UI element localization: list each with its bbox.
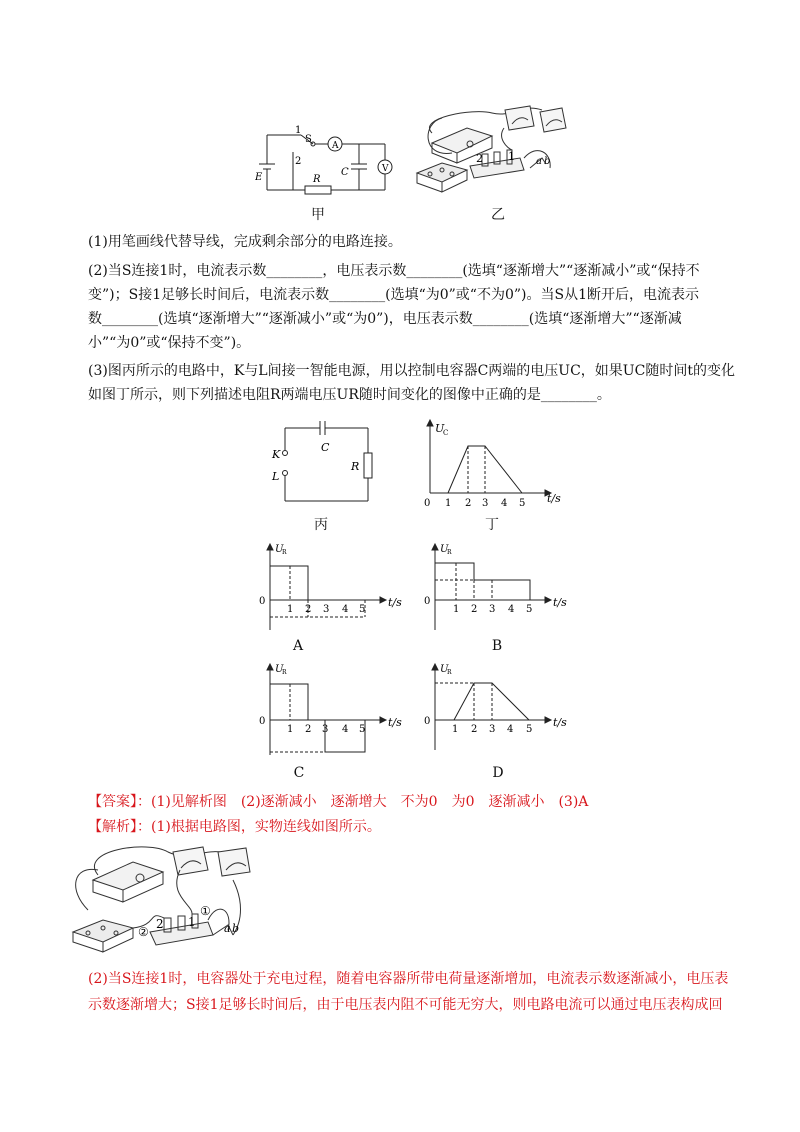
ding-tick-1: 1 <box>445 498 452 509</box>
option-a-y-label: U <box>275 544 284 555</box>
bing-label-k: K <box>272 448 281 461</box>
option-c-y-label: U <box>275 664 284 675</box>
answer-wiring-figure <box>68 840 278 960</box>
question-2-line-4: 小”“为0”或“保持不变”)。 <box>88 335 251 351</box>
option-d-tick-2: 2 <box>471 724 478 735</box>
jia-label-s: S <box>305 134 312 145</box>
question-2-line-2: 变”)；S接1足够长时间后，电流表示数________(选填“为0”或“不为0”)。当S从1断开后，电流表示 <box>88 287 699 303</box>
caption-bing: 丙 <box>314 517 328 533</box>
option-b-x-label: t/s <box>553 596 567 609</box>
option-d-tick-5: 5 <box>526 724 533 735</box>
bing-label-r: R <box>351 460 360 473</box>
option-c-tick-4: 4 <box>342 724 349 735</box>
option-c-tick-2: 2 <box>305 724 312 735</box>
option-b-y-sub: R <box>447 549 452 556</box>
ding-tick-2: 2 <box>465 498 472 509</box>
option-c-origin: 0 <box>259 716 266 727</box>
option-d-origin: 0 <box>424 716 431 727</box>
apparatus-yi-figure <box>412 98 572 203</box>
option-d-y-sub: R <box>447 669 452 676</box>
option-a-graph <box>255 540 415 632</box>
option-a-x-label: t/s <box>388 596 402 609</box>
circuit-jia-figure <box>255 122 405 204</box>
yi-label-1: 1 <box>508 150 515 163</box>
option-a-tick-2: 2 <box>305 604 312 615</box>
option-a-y-sub: R <box>282 549 287 556</box>
option-c-label: C <box>293 765 305 781</box>
ding-y-label: U <box>435 422 445 435</box>
yi-label-a: a <box>536 156 542 167</box>
option-b-tick-2: 2 <box>471 604 478 615</box>
caption-ding: 丁 <box>485 517 499 533</box>
caption-jia: 甲 <box>311 207 325 223</box>
ding-tick-3: 3 <box>482 498 489 509</box>
option-c-graph <box>255 660 415 760</box>
option-a-origin: 0 <box>259 596 266 607</box>
analysis-continuation-line-2: 示数逐渐增大；S接1足够长时间后，由于电压表内阻不可能无穷大，则电路电流可以通过电压表构成回 <box>88 997 723 1013</box>
option-d-y-label: U <box>440 664 449 675</box>
yi-label-2: 2 <box>476 152 483 165</box>
analysis-continuation-line-1: (2)当S连接1时，电容器处于充电过程，随着电容器所带电荷量逐渐增加，电流表示数逐渐减小，电压表 <box>88 971 729 987</box>
option-c-tick-5: 5 <box>359 724 366 735</box>
question-2-line-3: 数________(选填“逐渐增大”“逐渐减小”或“为0”)，电压表示数________(选填“逐渐增大”“逐渐减 <box>88 311 682 327</box>
bing-label-c: C <box>321 441 330 454</box>
yi-label-b: b <box>544 156 551 167</box>
ding-tick-5: 5 <box>519 498 526 509</box>
option-c-tick-1: 1 <box>287 724 294 735</box>
ding-y-sub: C <box>443 429 449 437</box>
bing-label-l: L <box>272 470 280 483</box>
option-b-label: B <box>491 638 503 654</box>
ding-x-label: t/s <box>547 492 561 505</box>
graph-ding-figure <box>415 418 575 518</box>
answer-fig-circ-2: ② <box>138 925 149 939</box>
option-b-y-label: U <box>440 544 449 555</box>
question-2-line-1: (2)当S连接1时，电流表示数________，电压表示数________(选填“逐渐增大”“逐渐减小”或“保持不 <box>88 263 700 279</box>
option-a-tick-1: 1 <box>287 604 294 615</box>
option-a-tick-4: 4 <box>342 604 349 615</box>
answer-fig-circ-1: ① <box>200 904 211 918</box>
analysis-line: 【解析】：(1)根据电路图，实物连线如图所示。 <box>88 819 381 835</box>
jia-label-v: V <box>382 164 389 174</box>
option-b-tick-4: 4 <box>508 604 515 615</box>
question-3-line-1: (3)图丙所示的电路中，K与L间接一智能电源，用以控制电容器C两端的电压UC，如果UC随时间t的变化 <box>88 363 735 379</box>
option-a-label: A <box>292 638 304 654</box>
option-a-tick-5: 5 <box>359 604 366 615</box>
option-b-origin: 0 <box>424 596 431 607</box>
jia-label-a: A <box>332 141 339 151</box>
answer-fig-label-1: 1 <box>188 915 196 929</box>
answer-fig-label-2: 2 <box>156 917 164 931</box>
jia-label-c: C <box>341 167 349 178</box>
jia-label-r: R <box>313 174 321 185</box>
jia-label-2: 2 <box>295 156 302 167</box>
ding-tick-4: 4 <box>501 498 508 509</box>
jia-label-1: 1 <box>295 125 302 136</box>
ding-origin: 0 <box>424 498 431 509</box>
jia-label-e: E <box>255 172 263 183</box>
answer-line: 【答案】：(1)见解析图 (2)逐渐减小 逐渐增大 不为0 为0 逐渐减小 (3)A <box>88 794 589 810</box>
option-d-label: D <box>492 765 504 781</box>
option-a-tick-3: 3 <box>323 604 330 615</box>
option-b-graph <box>420 540 580 632</box>
caption-yi: 乙 <box>491 207 505 223</box>
option-d-tick-4: 4 <box>507 724 514 735</box>
answer-fig-label-a: a <box>224 922 231 935</box>
option-d-tick-1: 1 <box>452 724 459 735</box>
question-1: (1)用笔画线代替导线，完成剩余部分的电路连接。 <box>88 234 402 250</box>
option-c-x-label: t/s <box>388 716 402 729</box>
option-c-tick-3: 3 <box>322 724 329 735</box>
option-d-tick-3: 3 <box>489 724 496 735</box>
option-c-y-sub: R <box>282 669 287 676</box>
circuit-bing-figure <box>265 418 395 508</box>
option-d-x-label: t/s <box>553 716 567 729</box>
option-d-graph <box>420 660 580 752</box>
option-b-tick-5: 5 <box>526 604 533 615</box>
option-b-tick-1: 1 <box>453 604 460 615</box>
question-3-line-2: 如图丁所示，则下列描述电阻R两端电压UR随时间变化的图像中正确的是________。 <box>88 387 611 403</box>
answer-fig-label-b: b <box>232 922 240 935</box>
option-b-tick-3: 3 <box>489 604 496 615</box>
